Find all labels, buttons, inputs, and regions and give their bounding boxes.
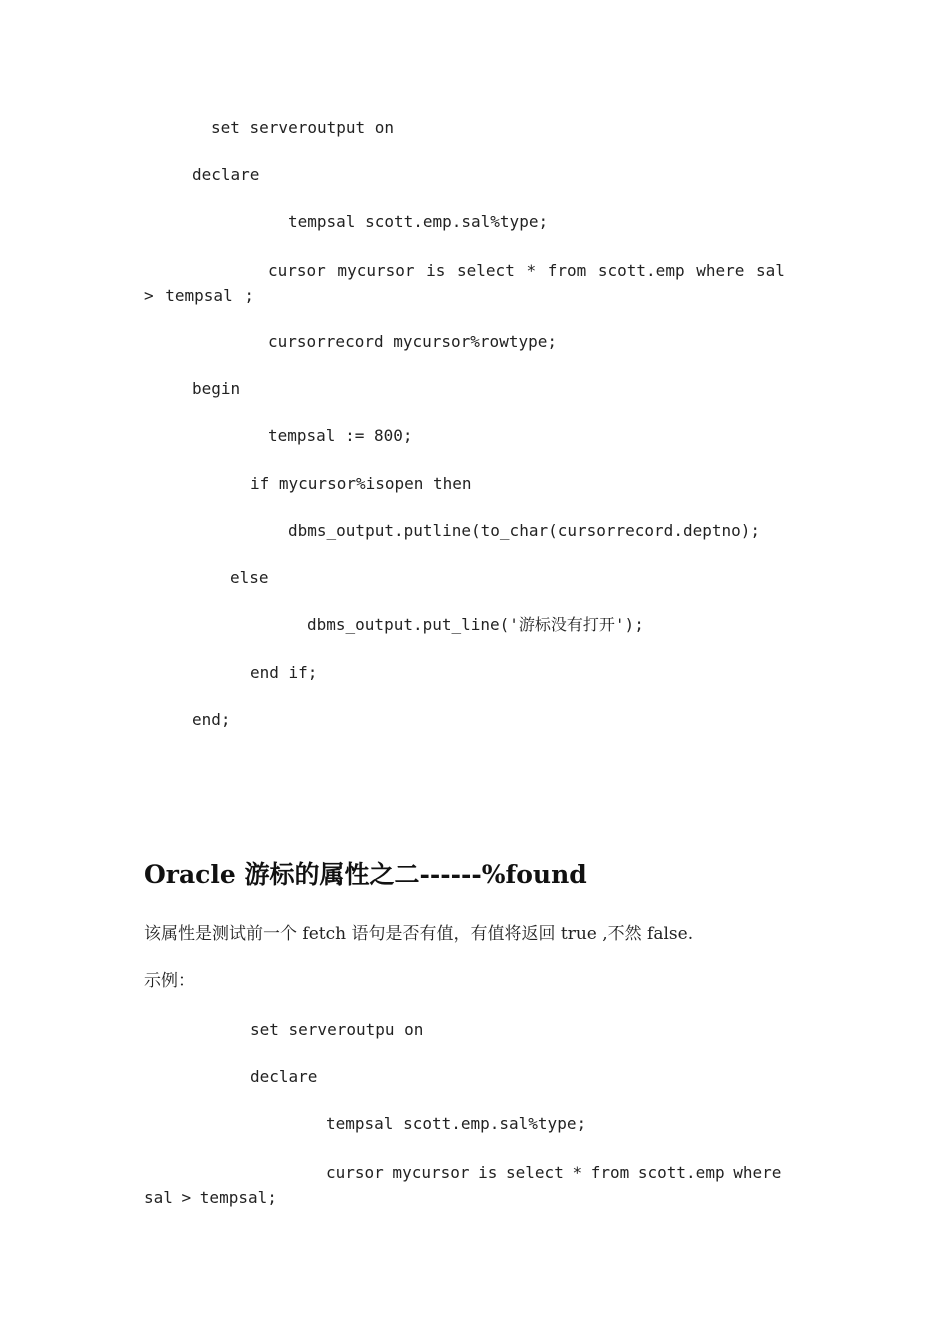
code-line: begin	[192, 379, 241, 398]
code-line: cursorrecord mycursor%rowtype;	[268, 332, 557, 351]
section-heading: Oracle 游标的属性之二------%found	[144, 860, 587, 889]
example-label: 示例：	[144, 971, 195, 991]
code-line: end;	[192, 710, 231, 729]
code-line: set serveroutpu on	[250, 1020, 424, 1039]
code-line: declare	[250, 1067, 318, 1086]
code-line: declare	[192, 165, 260, 184]
code-line: cursor mycursor is select * from scott.emp where sal > tempsal;	[144, 1163, 782, 1207]
code-line: if mycursor%isopen then	[250, 474, 472, 493]
code-line: tempsal := 800;	[268, 426, 413, 445]
code-line: end if;	[250, 663, 318, 682]
section-description: 该属性是测试前一个 fetch 语句是否有值，有值将返回 true ,不然 false.	[144, 924, 694, 944]
code-line: set serveroutput on	[211, 118, 395, 137]
code-line: cursor mycursor is select * from scott.emp where sal > tempsal ;	[144, 261, 785, 305]
code-line: dbms_output.putline(to_char(cursorrecord.deptno);	[288, 521, 761, 540]
code-line: dbms_output.put_line('游标没有打开');	[307, 615, 644, 634]
code-line: else	[230, 568, 269, 587]
code-line: tempsal scott.emp.sal%type;	[288, 212, 549, 231]
code-line: tempsal scott.emp.sal%type;	[326, 1114, 587, 1133]
